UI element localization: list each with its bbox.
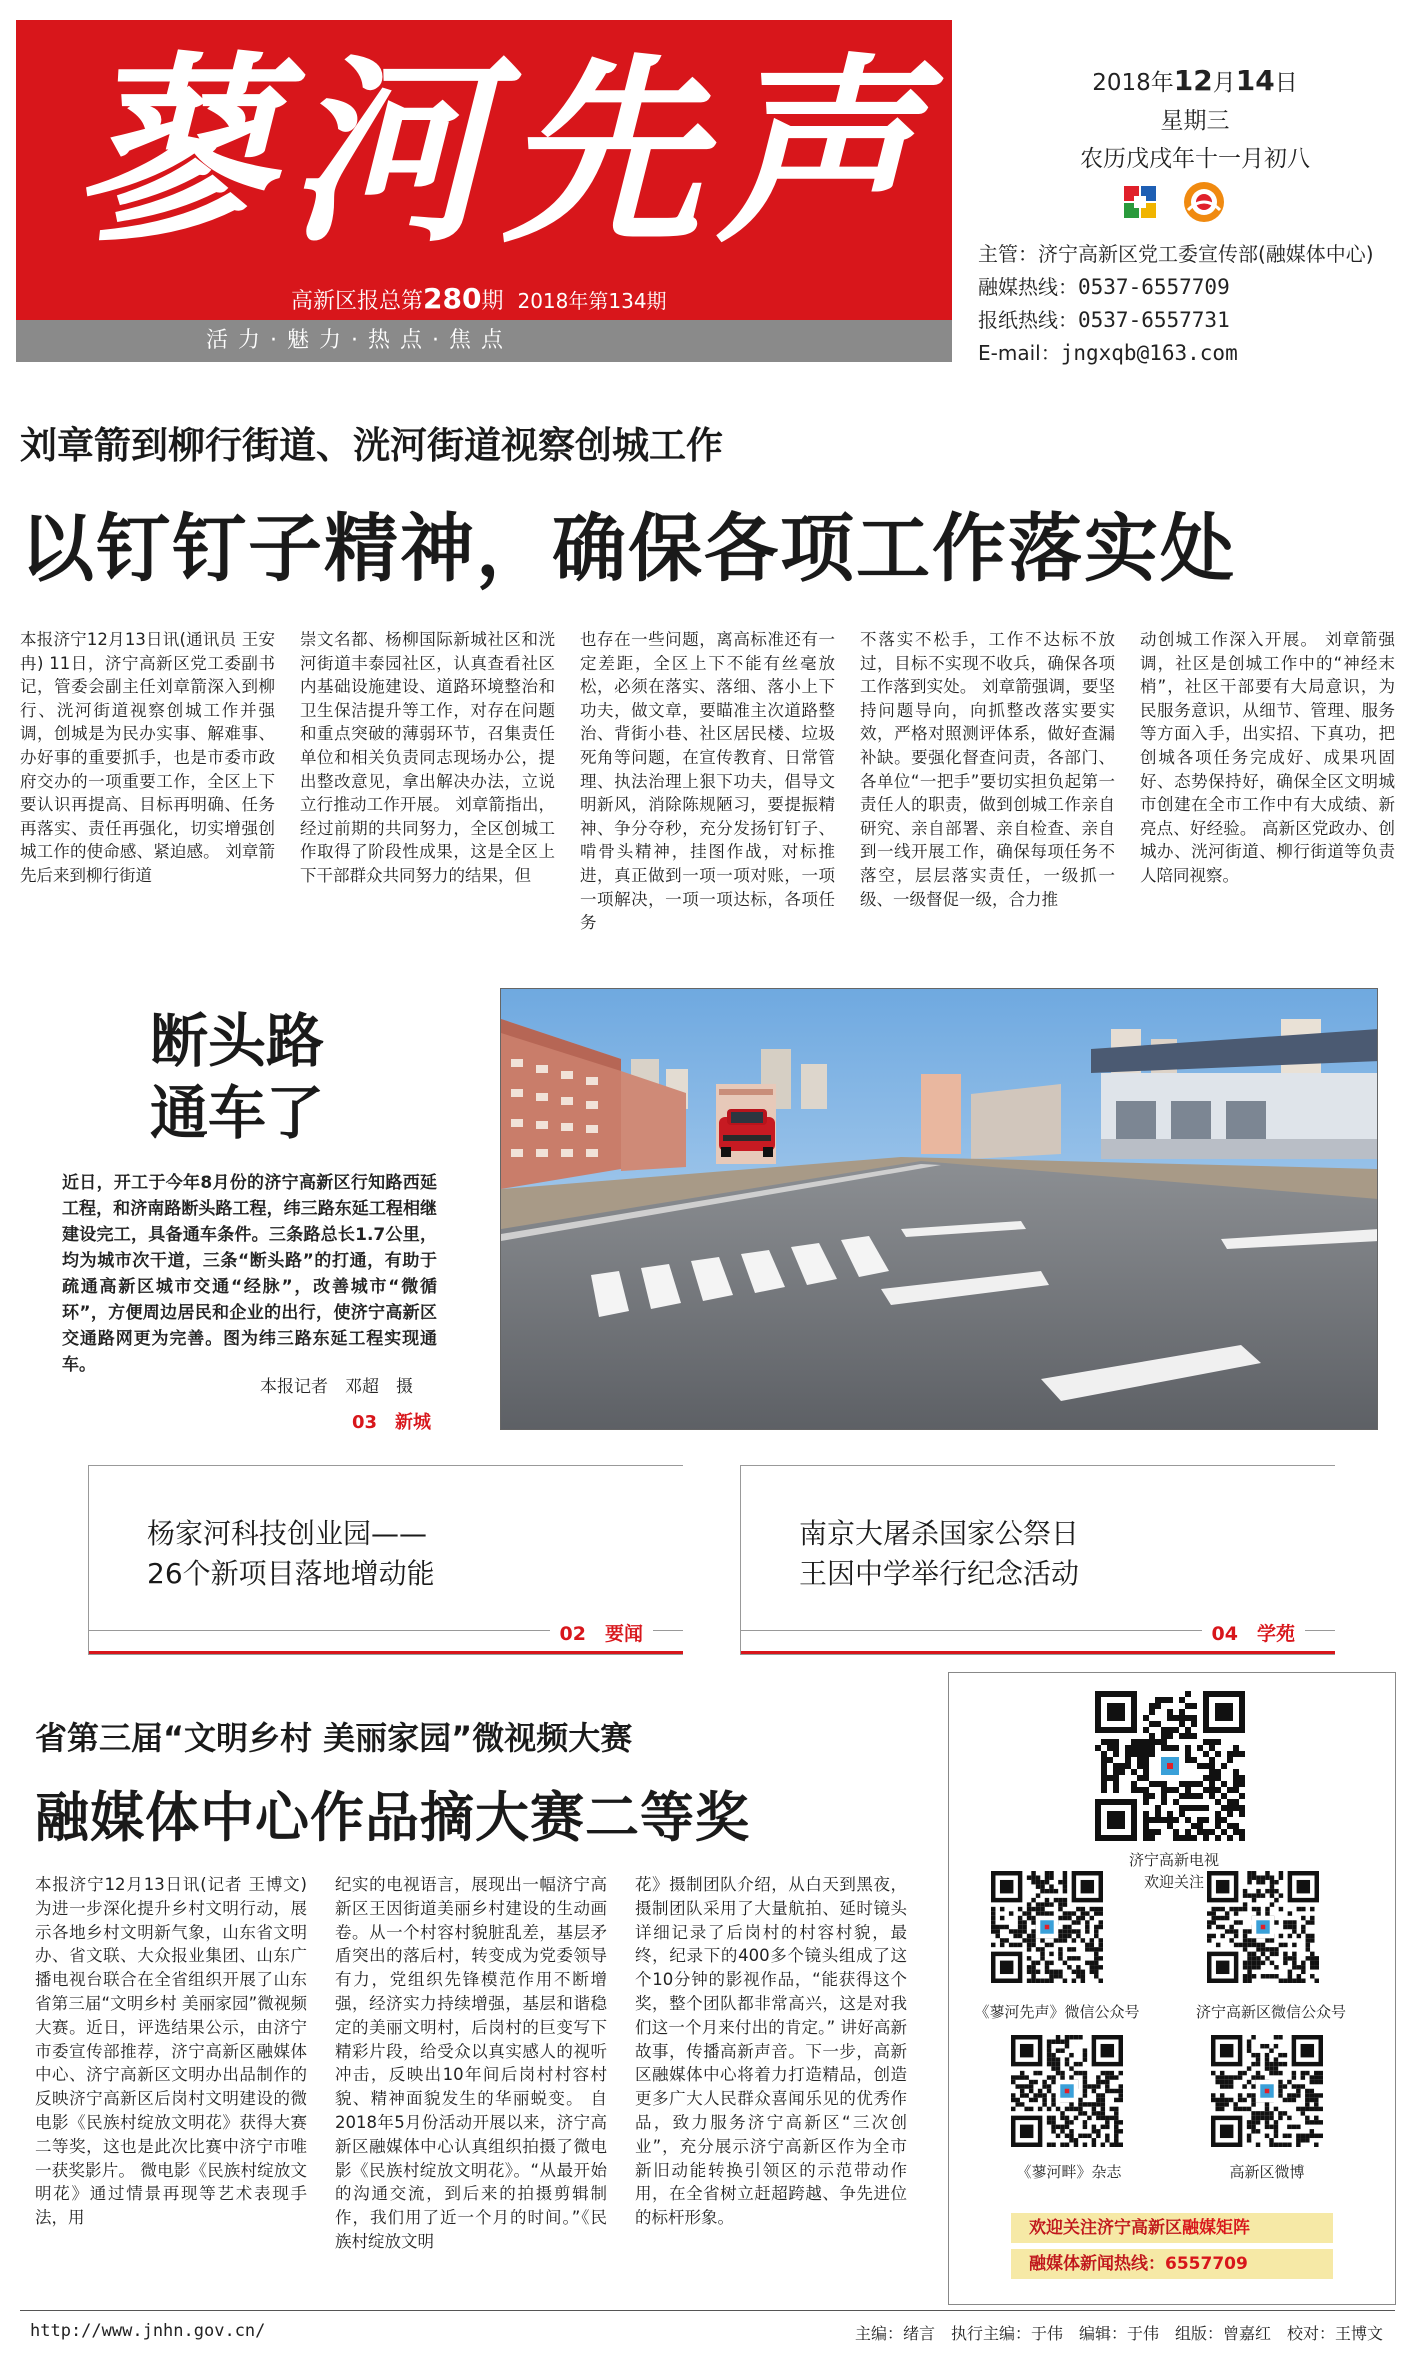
qr-code-panel [948, 1672, 1396, 2305]
lead-column-4: 不落实不松手，工作不达标不放过，目标不实现不收兵，确保各项工作落到实处。 刘章箭强调，要坚持问题导向，向抓整改落实要实效，严格对照测评体系，做好查漏补缺。要强化督查问责，各部门、各单位“一把手”要切实担负起第一责任人的职责，做到创城工作亲自研究、亲自部署、亲自检查、亲自到一线开展工作，确保每项任务不落空，层层落实责任，一级抓一级、一级督促一级，合力推 [860, 630, 1115, 909]
hotline-banner [1011, 2249, 1333, 2279]
issue-info [291, 282, 667, 315]
second-column-2: 纪实的电视语言，展现出一幅济宁高新区王因街道美丽乡村建设的生动画卷。从一个村容村貌脏乱差，基层矛盾突出的落后村，转变成为党委领导有力，党组织先锋模范作用不断增强，经济实力持续增强，基层和谐稳定的美丽文明村，后岗村的巨变写下精彩片段，给受众以真实感人的视听冲击，反映出10年间后岗村村容村貌、精神面貌发生的华丽蜕变。 自2018年5月份活动开展以来，济宁高新区融媒体中心认真组织拍摄了微电影《民族村绽放文明花》。“从最开始的沟通交流，到后来的拍摄剪辑制作，我们用了近一个月的时间。”《民族村绽放文明 [335, 1875, 607, 2251]
qr-label-3: 《蓼河畔》杂志 [1016, 2163, 1122, 2181]
date-day: 14 [1235, 64, 1275, 97]
qr-pattern [1211, 2035, 1323, 2147]
qr-pattern [1011, 2035, 1123, 2147]
teaser-title [799, 1514, 1079, 1594]
gaoxin-weibo-qr-code-icon[interactable] [1211, 2035, 1323, 2147]
newspaper-title: 蓼河先声 [74, 35, 931, 270]
lead-kicker: 刘章箭到柳行街道、洸河街道视察创城工作 [20, 424, 723, 467]
road-photo [500, 988, 1378, 1430]
tv-qr-code-icon[interactable] [1095, 1691, 1245, 1841]
liaohepan-magazine-qr-code-icon[interactable] [1011, 2035, 1123, 2147]
photo-feature-title [150, 1005, 324, 1149]
road-photo-image [501, 989, 1378, 1430]
tv-qr-label-line-1: 济宁高新电视 [1128, 1851, 1219, 1869]
gregorian-date [1000, 62, 1390, 102]
teaser-nanjing-memorial[interactable] [740, 1465, 1335, 1655]
qr-pattern [1207, 1871, 1319, 1983]
subscribe-label: 报纸热线： [978, 308, 1078, 332]
date-month: 12 [1173, 64, 1213, 97]
photo-title-line-1: 断头路 [150, 1007, 325, 1075]
teaser-line-1: 杨家河科技创业园—— [147, 1517, 428, 1550]
qr-label-4: 高新区微博 [1229, 2163, 1305, 2181]
matrix-banner-highlight: 融媒矩阵 [1182, 2218, 1250, 2238]
qr-label-2: 济宁高新区微信公众号 [1195, 2003, 1346, 2021]
lead-article-body [20, 628, 1395, 953]
matrix-banner [1011, 2213, 1333, 2243]
date-month-unit: 月 [1212, 70, 1236, 96]
hotline-line [978, 271, 1398, 304]
hotline-label: 融媒热线： [978, 275, 1078, 299]
lead-column-3: 也存在一些问题，离高标准还有一定差距，全区上下不能有丝毫放松，必须在落实、落细、落小上下功夫，做文章，要瞄准主次道路整治、背街小巷、社区居民楼、垃圾死角等问题，在宣传教育、日常管理、执法治理上狠下功夫，倡导文明新风，消除陈规陋习，要提振精神、争分夺秒，充分发扬钉钉子、啃骨头精神，挂图作战，对标推进，真正做到一项一项对账，一项一项解决，一项一项达标，各项任务 [580, 630, 835, 933]
teaser-line-2: 26个新项目落地增动能 [147, 1557, 435, 1590]
weekday: 星期三 [1160, 108, 1230, 134]
teaser-line-1: 南京大屠杀国家公祭日 [799, 1517, 1080, 1550]
photo-credit: 本报记者 邓超 摄 [260, 1377, 413, 1397]
gaoxin-wechat-qr-code-icon[interactable] [1207, 1871, 1319, 1983]
qr-pattern [1095, 1691, 1245, 1841]
teaser-page-ref[interactable]: 02 要闻 [550, 1619, 653, 1646]
photo-caption: 近日，开工于今年8月份的济宁高新区行知路西延工程，和济南路断头路工程，纬三路东延工程相继建设完工，具备通车条件。三条路总长1.7公里，均为城市次干道，三条“断头路”的打通，有助于疏通高新区城市交通“经脉”，改善城市“微循环”，方便周边居民和企业的出行，使济宁高新区交通路网更为完善。图为纬三路东延工程实现通车。 [62, 1173, 437, 1375]
photo-page-ref[interactable]: 03 新城 [352, 1412, 432, 1433]
civilization-logo-icon [1120, 182, 1160, 222]
matrix-banner-prefix: 欢迎关注济宁高新区 [1029, 2218, 1182, 2238]
sponsor-line: 主管：济宁高新区党工委宣传部(融媒体中心) [978, 242, 1374, 266]
issue-prefix: 高新区报总第 [291, 289, 424, 314]
second-article-body [35, 1873, 910, 2305]
issue-suffix: 期 [481, 289, 504, 314]
liaohe-wechat-qr-code-icon[interactable] [991, 1871, 1103, 1983]
masthead-banner [16, 20, 952, 320]
year-issue: 2018年第134期 [517, 289, 667, 313]
email-address: jngxqb@163.com [1060, 341, 1238, 365]
photo-title-line-2: 通车了 [150, 1079, 325, 1147]
lead-column-2: 崇文名都、杨柳国际新城社区和洸河街道丰泰园社区，认真查看社区内基础设施建设、道路环境整治和卫生保洁提升等工作，对存在问题和重点突破的薄弱环节，召集责任单位和相关负责同志现场办公，提出整改意见，拿出解决办法，立说立行推动工作开展。 刘章箭指出，经过前期的共同努力，全区创城工作取得了阶段性成果，这是全区上下干部群众共同努力的结果，但 [300, 630, 555, 885]
lunar-date: 农历戊戌年十一月初八 [1080, 146, 1310, 172]
second-column-1: 本报济宁12月13日讯(记者 王博文) 为进一步深化提升乡村文明行动，展示各地乡村文明新气象，山东省文明办、省文联、大众报业集团、山东广播电视台联合在全省组织开展了山东省第三届“文明乡村 美丽家园”微视频大赛。近日，评选结果公示，由济宁市委宣传部推荐，济宁高新区融媒体中心、济宁高新区文明办出品制作的反映济宁高新区后岗村文明建设的微电影《民族村绽放文明花》获得大赛二等奖，这也是此次比赛中济宁市唯一获奖影片。 微电影《民族村绽放文明花》通过情景再现等艺术表现手法，用 [35, 1875, 307, 2228]
hotline-banner-number: 6557709 [1165, 2254, 1248, 2274]
masthead [16, 20, 952, 362]
lead-column-1: 本报济宁12月13日讯(通讯员 王安冉) 11日，济宁高新区党工委副书记，管委会副主任刘章箭深入到柳行、洸河街道视察创城工作并强调，创城是为民办实事、解难事、办好事的重要抓手，也是市委市政府交办的一项重要工作，全区上下要认识再提高、目标再明确、任务再落实、责任再强化，切实增强创城工作的使命感、紧迫感。 刘章箭先后来到柳行街道 [20, 630, 275, 885]
logos [1120, 180, 1240, 224]
second-kicker: 省第三届“文明乡村 美丽家园”微视频大赛 [35, 1719, 633, 1757]
date-day-unit: 日 [1274, 70, 1298, 96]
hotline-banner-prefix: 融媒体新闻热线： [1029, 2254, 1165, 2274]
subscribe-line [978, 304, 1398, 337]
tv-qr-label-line-2: 欢迎关注 [1143, 1873, 1204, 1891]
email-line [978, 337, 1398, 370]
lead-headline: 以钉钉子精神，确保各项工作落实处 [20, 506, 1236, 592]
motto-bar: 活力·魅力·热点·焦点 [16, 320, 952, 362]
media-center-logo-icon [1182, 180, 1226, 224]
lead-column-5: 动创城工作深入开展。 刘章箭强调，社区是创城工作中的“神经末梢”，社区干部要有大局意识，为民服务意识，从细节、管理、服务等方面入手，出实招、下真功，把创城各项任务完成好、成果巩固好、态势保持好，确保全区文明城市创建在全市工作中有大成绩、新亮点、好经验。 高新区党政办、创城办、洸河街道、柳行街道等负责人陪同视察。 [1140, 630, 1395, 885]
issue-number: 280 [423, 282, 482, 315]
teaser-title [147, 1514, 435, 1594]
teaser-line-2: 王因中学举行纪念活动 [799, 1557, 1080, 1590]
teaser-page-ref[interactable]: 04 学苑 [1202, 1619, 1305, 1646]
date-block [1000, 62, 1390, 178]
qr-pattern [991, 1871, 1103, 1983]
contact-info [978, 238, 1398, 370]
teaser-yangjiahe[interactable] [88, 1465, 683, 1655]
qr-label-1: 《蓼河先声》微信公众号 [974, 2003, 1140, 2021]
email-label: E-mail： [978, 341, 1061, 365]
footer [20, 2310, 1395, 2350]
footer-credits: 主编：绪言 执行主编：于伟 编辑：于伟 组版：曾嘉红 校对：王博文 [854, 2324, 1383, 2343]
second-column-3: 花》摄制团队介绍，从白天到黑夜，摄制团队采用了大量航拍、延时镜头详细记录了后岗村的村容村貌，最终，纪录下的400多个镜头组成了这个10分钟的影视作品，“能获得这个奖，整个团队都非常高兴，这是对我们这一个月来付出的肯定。” 讲好高新故事，传播高新声音。下一步，高新区融媒体中心将着力打造精品，创造更多广大人民群众喜闻乐见的优秀作品，致力服务济宁高新区“三次创业”，充分展示济宁高新区作为全市新旧动能转换引领区的示范带动作用，在全省树立赶超跨越、争先进位的标杆形象。 [635, 1875, 907, 2228]
second-headline: 融媒体中心作品摘大赛二等奖 [35, 1786, 750, 1849]
hotline-number: 0537-6557709 [1078, 275, 1230, 299]
date-year: 2018年 [1092, 70, 1174, 96]
red-car [719, 1109, 775, 1157]
footer-url-link[interactable]: http://www.jnhn.gov.cn/ [30, 2321, 266, 2341]
subscribe-number: 0537-6557731 [1078, 308, 1230, 332]
